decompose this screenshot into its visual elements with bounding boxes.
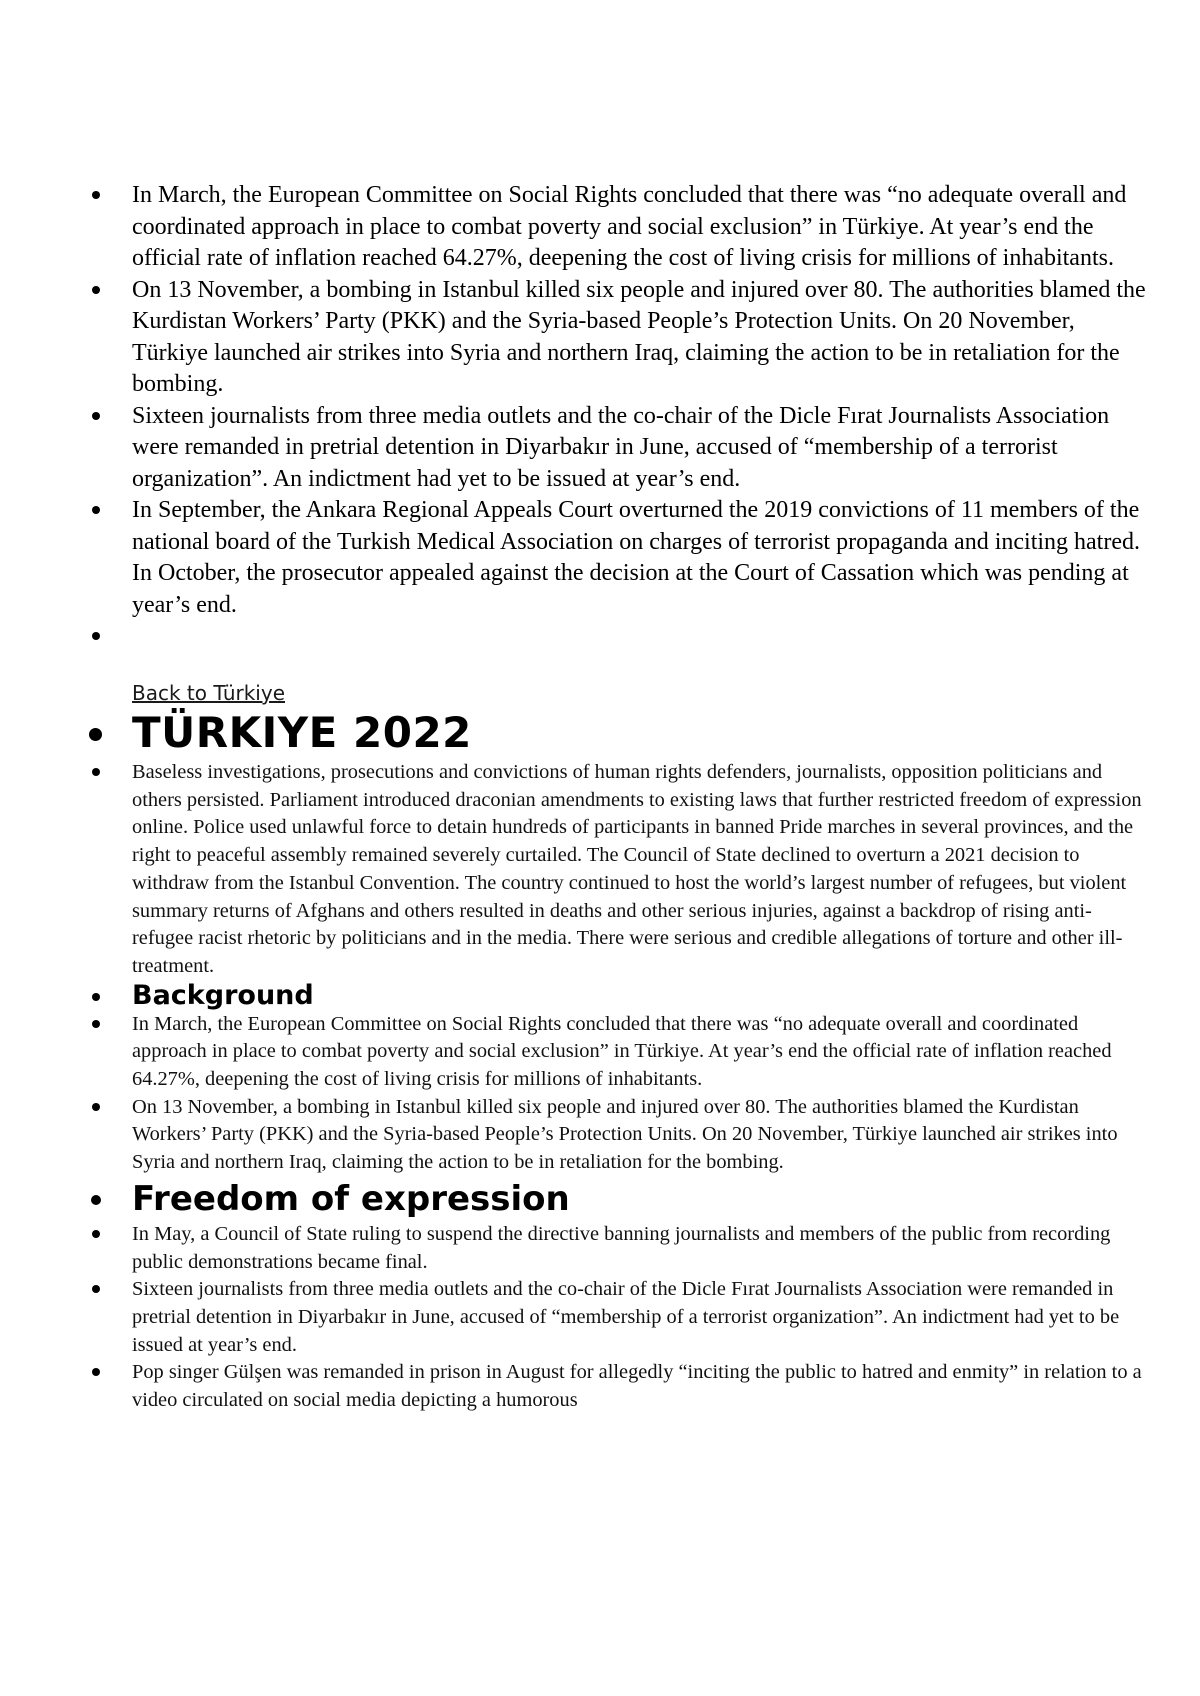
background-heading: Background — [132, 979, 314, 1011]
bullet-icon — [92, 1285, 100, 1293]
main-bullet-list — [92, 679, 1152, 1415]
list-item-text: In March, the European Committee on Social Rights concluded that there was “no adequate overall and coordinated approach in place to combat poverty and social exclusion” in Türkiye. At year’s end the official rate of inflation reached 64.27%, deepening the cost of living crisis for millions of inhabitants. — [132, 182, 1127, 271]
bullet-icon — [89, 728, 102, 741]
list-item — [92, 401, 1152, 496]
bullet-icon — [92, 1368, 100, 1376]
top-bullet-list — [92, 180, 1152, 653]
list-item — [92, 1094, 1152, 1177]
bullet-icon — [92, 1103, 100, 1111]
bullet-icon — [91, 1195, 101, 1205]
bullet-icon — [92, 1230, 100, 1238]
list-item-text: Sixteen journalists from three media outlets and the co-chair of the Dicle Fırat Journalists Association were remanded in pretrial detention in Diyarbakır in June, accused of “membership of a terrorist organization”. An indictment had yet to be issued at year’s end. — [132, 1278, 1120, 1356]
bullet-icon — [92, 632, 100, 640]
list-item-text: Pop singer Gülşen was remanded in prison in August for allegedly “inciting the public to hatred and enmity” in relation to a video circulated on social media depicting a humorous — [132, 1361, 1142, 1412]
list-item — [92, 275, 1152, 401]
list-item — [92, 1011, 1152, 1094]
bullet-icon — [92, 768, 100, 776]
summary-text: Baseless investigations, prosecutions and convictions of human rights defenders, journalists, opposition politicians and others persisted. Parliament introduced draconian amendments to existing laws that further restricted freedom of expression online. Police used unlawful force to detain hundreds of participants in banned Pride marches in several provinces, and the right to peaceful assembly remained severely curtailed. The Council of State declined to overturn a 2021 decision to withdraw from the Istanbul Convention. The country continued to host the world’s largest number of refugees, but violent summary returns of Afghans and others resulted in deaths and other serious injuries, against a backdrop of rising anti-refugee racist rhetoric by politicians and in the media. There were serious and credible allegations of torture and other ill-treatment. — [132, 761, 1142, 977]
page-title-item — [92, 707, 1152, 759]
bullet-icon — [92, 286, 100, 294]
bullet-icon — [92, 506, 100, 514]
page-title: TÜRKIYE 2022 — [132, 708, 472, 757]
summary-item — [92, 759, 1152, 981]
freedom-heading: Freedom of expression — [132, 1178, 570, 1219]
bullet-icon — [92, 993, 100, 1001]
bullet-icon — [92, 412, 100, 420]
list-item — [92, 1359, 1152, 1414]
empty-list-item — [92, 621, 1152, 653]
background-heading-item — [92, 981, 1152, 1011]
list-item-text: On 13 November, a bombing in Istanbul killed six people and injured over 80. The authorities blamed the Kurdistan Workers’ Party (PKK) and the Syria-based People’s Protection Units. On 20 November, Türkiye launched air strikes into Syria and northern Iraq, claiming the action to be in retaliation for the bombing. — [132, 276, 1146, 397]
list-item-text: In March, the European Committee on Social Rights concluded that there was “no adequate overall and coordinated approach in place to combat poverty and social exclusion” in Türkiye. At year’s end the official rate of inflation reached 64.27%, deepening the cost of living crisis for millions of inhabitants. — [132, 1012, 1112, 1091]
back-link[interactable]: Back to Türkiye — [132, 681, 285, 705]
list-item — [92, 1221, 1152, 1276]
list-item-text: In September, the Ankara Regional Appeals Court overturned the 2019 convictions of 11 members of the national board of the Turkish Medical Association on charges of terrorist propaganda and inciting hatred. In October, the prosecutor appealed against the decision at the Court of Cassation which was pending at year’s end. — [132, 497, 1140, 618]
bullet-icon — [92, 1020, 100, 1028]
list-item-text: In May, a Council of State ruling to suspend the directive banning journalists and members of the public from recording public demonstrations became final. — [132, 1222, 1111, 1273]
freedom-heading-item — [92, 1177, 1152, 1221]
list-item — [92, 495, 1152, 621]
list-item-text: Sixteen journalists from three media outlets and the co-chair of the Dicle Fırat Journalists Association were remanded in pretrial detention in Diyarbakır in June, accused of “membership of a terrorist organization”. An indictment had yet to be issued at year’s end. — [132, 402, 1110, 492]
bullet-icon — [92, 191, 100, 199]
list-item — [92, 1276, 1152, 1359]
back-link-item — [92, 679, 1152, 707]
list-item — [92, 180, 1152, 275]
list-item-text: On 13 November, a bombing in Istanbul killed six people and injured over 80. The authorities blamed the Kurdistan Workers’ Party (PKK) and the Syria-based People’s Protection Units. On 20 November, Türkiye launched air strikes into Syria and northern Iraq, claiming the action to be in retaliation for the bombing. — [132, 1095, 1118, 1174]
